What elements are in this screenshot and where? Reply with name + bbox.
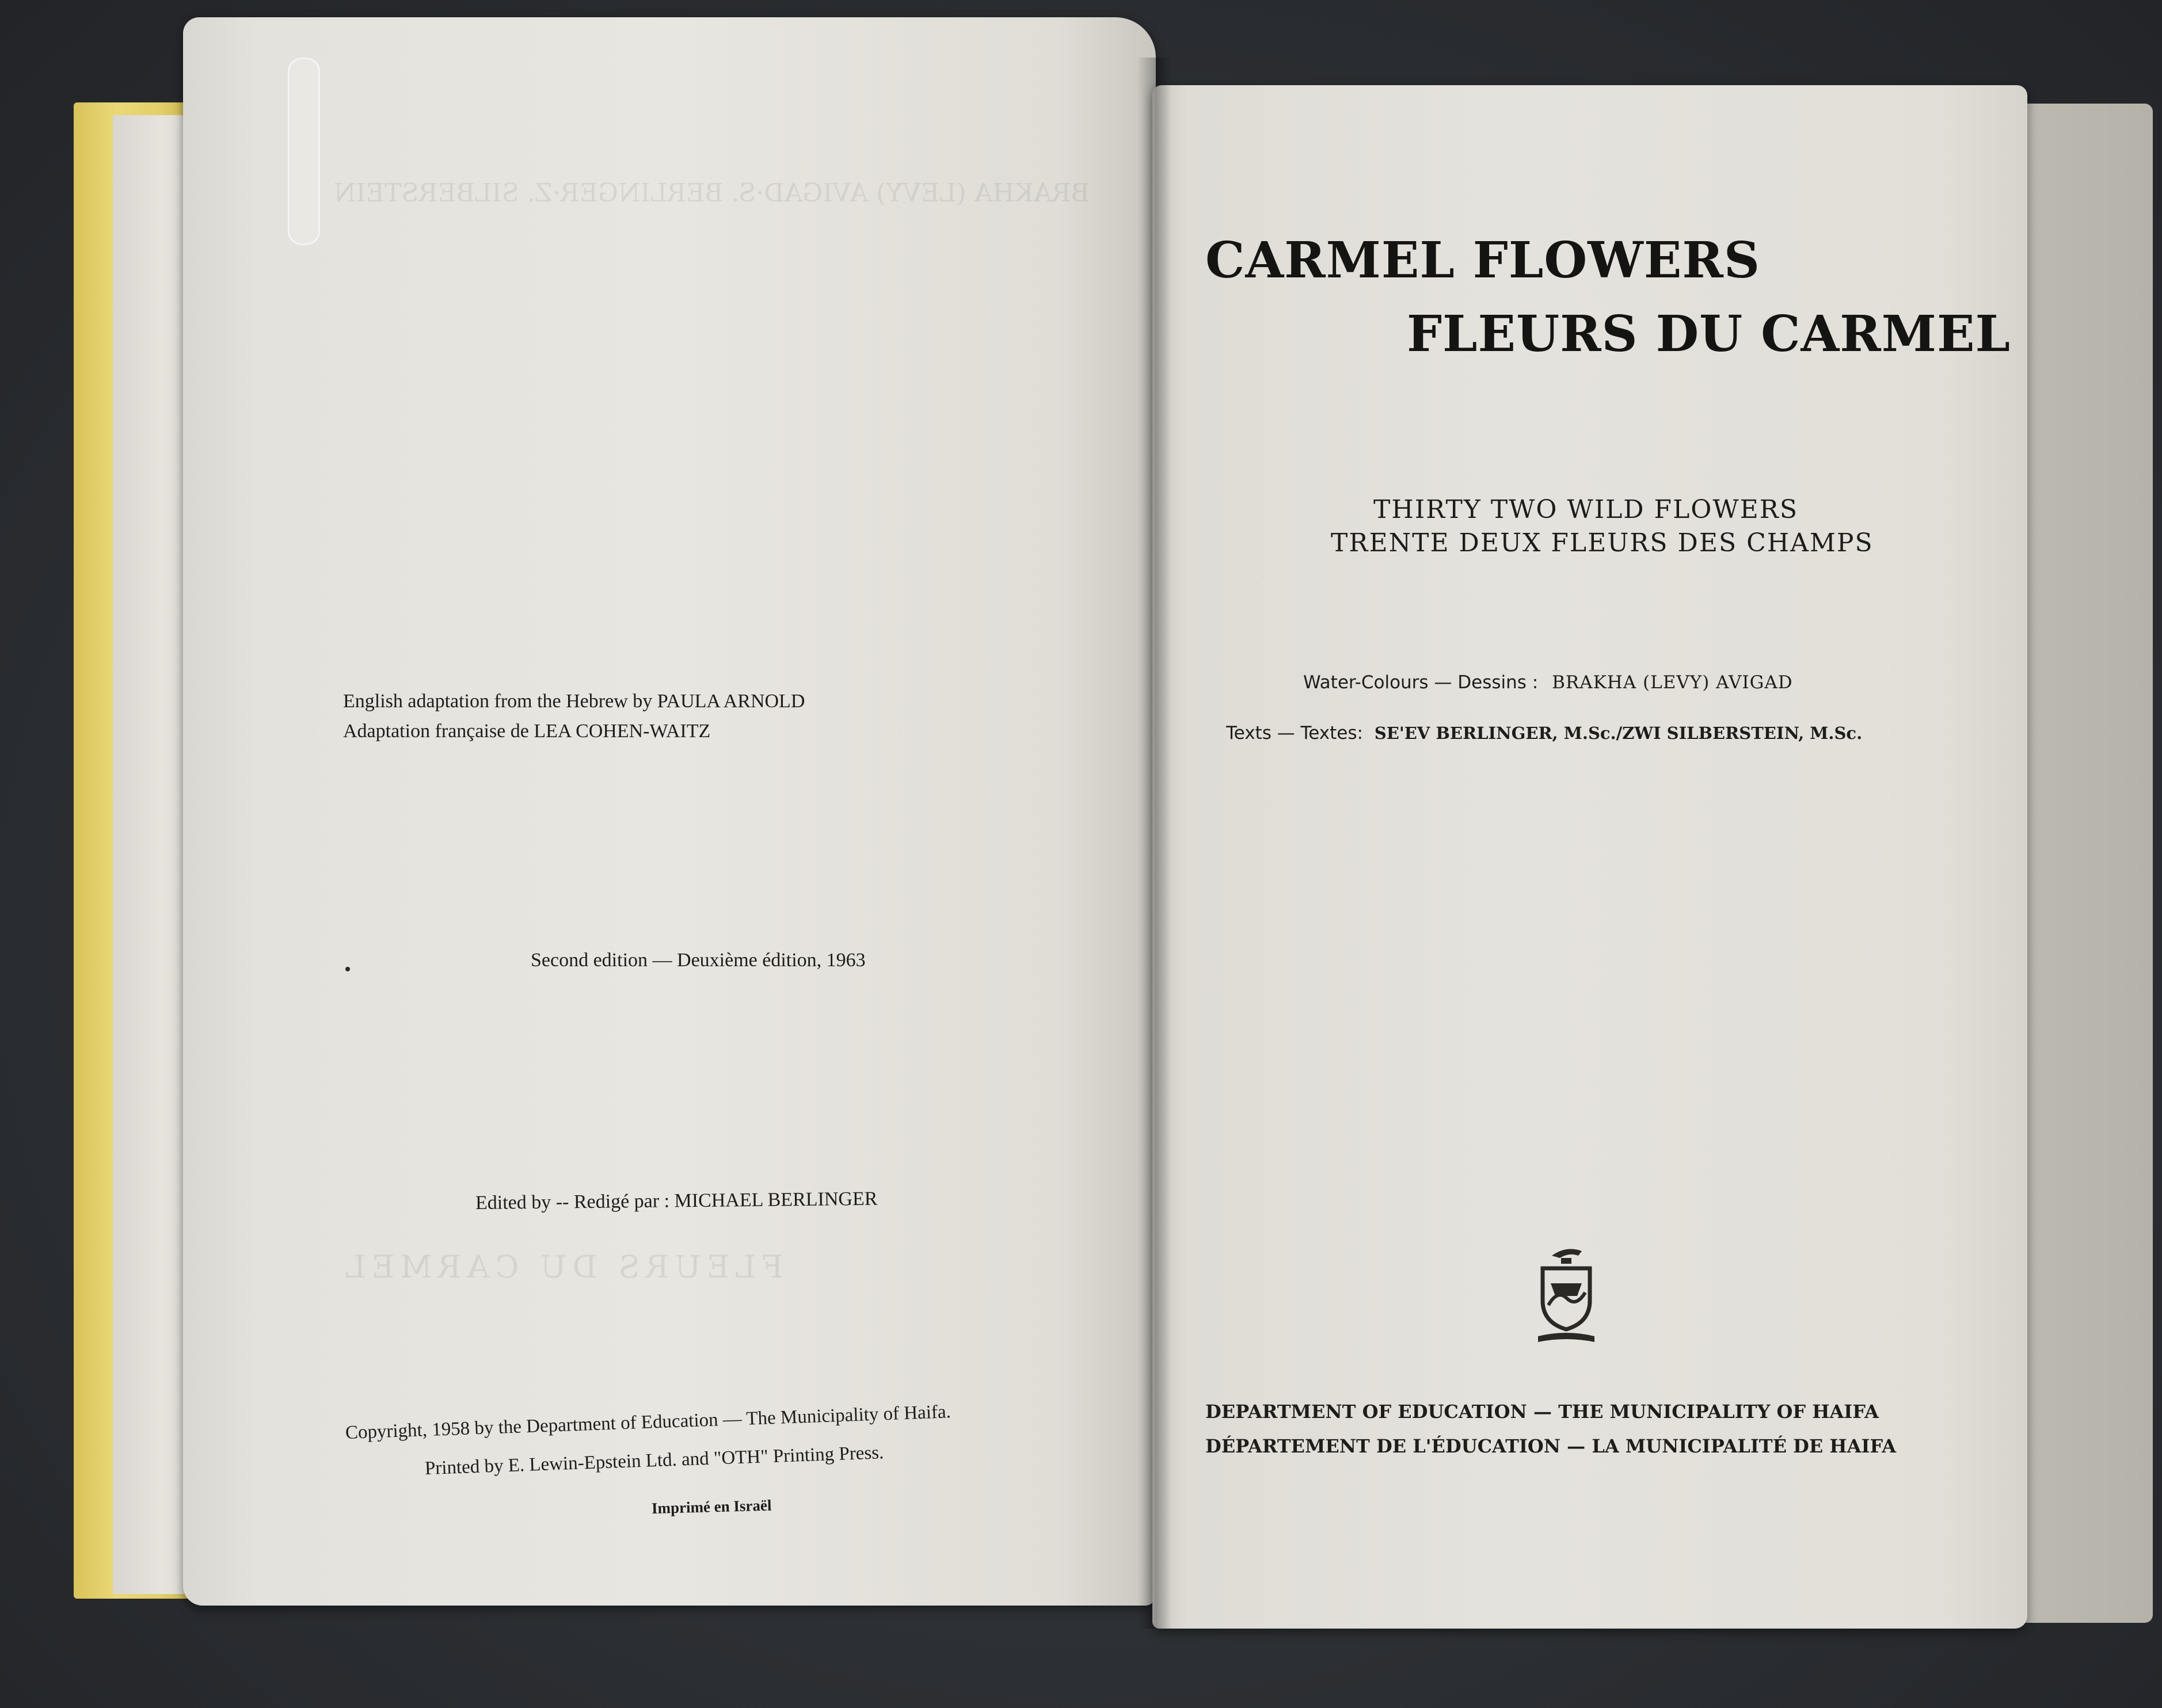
copyright-line: Copyright, 1958 by the Department of Education — The Municipality of Haifa. <box>345 1401 951 1443</box>
publisher-french: DÉPARTEMENT DE L'ÉDUCATION — LA MUNICIPALITÉ DE HAIFA <box>1205 1435 1897 1457</box>
show-through-text-top: BRAKHA (LEVY) AVIGAD·S. BERLINGER·Z. SILBERSTEIN <box>334 178 1090 208</box>
subtitle-english: THIRTY TWO WILD FLOWERS <box>1373 495 1798 524</box>
edition-line: Second edition — Deuxième édition, 1963 <box>531 950 866 971</box>
texts-label: Texts — Textes: <box>1226 723 1363 744</box>
book-gutter-shadow <box>1137 58 1171 1629</box>
title-english: CARMEL FLOWERS <box>1205 231 1760 289</box>
publisher-english: DEPARTMENT OF EDUCATION — THE MUNICIPALITY OF HAIFA <box>1205 1401 1879 1423</box>
title-french: FLEURS DU CARMEL <box>1407 305 2011 363</box>
edited-by-line: Edited by -- Redigé par : MICHAEL BERLINGER <box>475 1188 878 1214</box>
printed-by-line: Printed by E. Lewin-Epstein Ltd. and "OTH" Printing Press. <box>424 1442 884 1479</box>
paper-clip-mark <box>288 58 320 245</box>
ink-speck <box>345 967 350 971</box>
subtitle-french: TRENTE DEUX FLEURS DES CHAMPS <box>1331 528 1874 558</box>
watercolours-credit <box>1303 672 1793 693</box>
left-page <box>183 17 1156 1606</box>
adaptation-english-line: English adaptation from the Hebrew by PAULA ARNOLD <box>343 691 805 712</box>
printed-in-line: Imprimé en Israël <box>651 1496 772 1517</box>
texts-credit <box>1226 723 1862 744</box>
texts-names: SE'EV BERLINGER, M.Sc./ZWI SILBERSTEIN, M.Sc. <box>1374 723 1863 743</box>
watercolours-name: BRAKHA (LEVY) AVIGAD <box>1552 672 1793 693</box>
show-through-text-bottom: FLEURS DU CARMEL <box>340 1249 783 1285</box>
watercolours-label: Water-Colours — Dessins : <box>1303 672 1539 693</box>
haifa-coat-of-arms-icon <box>1535 1243 1598 1347</box>
adaptation-french-line: Adaptation française de LEA COHEN-WAITZ <box>343 720 711 742</box>
